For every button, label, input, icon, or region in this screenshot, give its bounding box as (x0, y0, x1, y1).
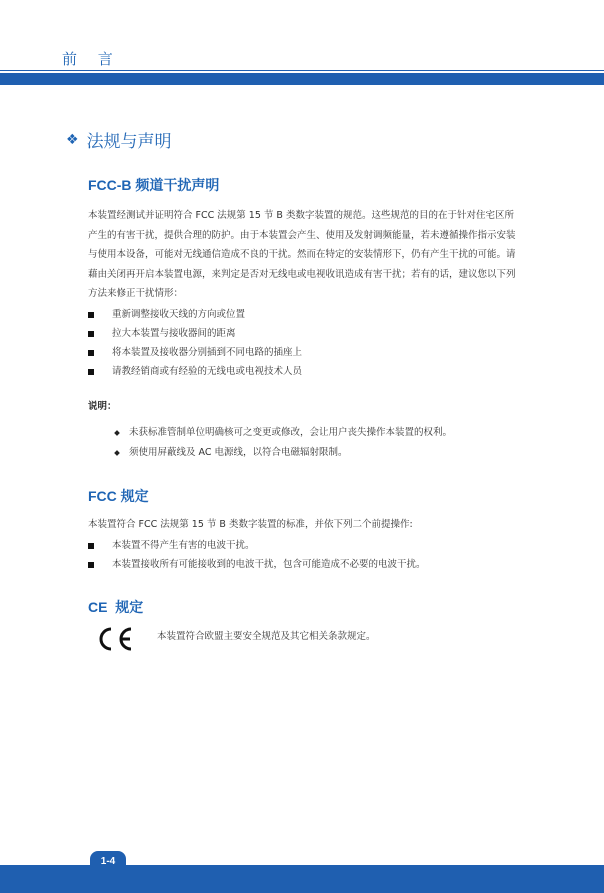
list-item-text: 请教经销商或有经验的无线电或电视技术人员 (112, 366, 303, 377)
fcc-heading: FCC 规定 (88, 488, 149, 504)
list-item (88, 536, 426, 555)
section-title-text: 法规与声明 (86, 132, 172, 152)
list-item (88, 305, 302, 324)
fcc-b-heading: FCC-B 频道干扰声明 (88, 177, 220, 193)
list-item (88, 343, 302, 362)
list-item-text: 本装置不得产生有害的电波干扰。 (112, 540, 255, 551)
list-item-text: 须使用屏蔽线及 AC 电源线，以符合电磁辐射限制。 (129, 447, 348, 458)
diamond-bullet-icon (114, 450, 120, 456)
square-bullet-icon (88, 369, 94, 375)
list-item (88, 555, 426, 574)
list-item (88, 324, 302, 343)
ce-heading: CE 规定 (88, 599, 144, 615)
fcc-b-bullet-list (88, 305, 302, 381)
list-item (115, 443, 452, 463)
square-bullet-icon (88, 331, 94, 337)
list-item-text: 重新调整接收天线的方向或位置 (112, 309, 246, 320)
fcc-bullet-list (88, 536, 426, 574)
list-item-text: 本装置接收所有可能接收到的电波干扰，包含可能造成不必要的电波干扰。 (112, 559, 426, 570)
list-item (88, 362, 302, 381)
ce-mark-logo (94, 626, 134, 652)
list-item-text: 拉大本装置与接收器间的距离 (112, 328, 236, 339)
fcc-paragraph: 本装置符合 FCC 法规第 15 节 B 类数字装置的标准，并依下列二个前提操作: (88, 519, 413, 530)
square-bullet-icon (88, 350, 94, 356)
square-bullet-icon (88, 312, 94, 318)
note-label: 说明： (88, 401, 117, 412)
ce-statement: 本装置符合欧盟主要安全规范及其它相关条款规定。 (157, 631, 376, 642)
page-number: 1-4 (100, 856, 116, 867)
diamond-bullet-icon (114, 430, 120, 436)
note-list (115, 423, 452, 463)
square-bullet-icon (88, 543, 94, 549)
diamond-icon: ❖ (66, 131, 79, 148)
list-item-text: 将本装置及接收器分别插到不同电路的插座上 (112, 347, 303, 358)
chapter-title: 前 言 (62, 50, 121, 68)
header-bar (0, 73, 604, 85)
square-bullet-icon (88, 562, 94, 568)
fcc-b-paragraph: 本装置经测试并证明符合 FCC 法规第 15 节 B 类数字装置的规范。这些规范的目的在于针对住宅区所产生的有害干扰，提供合理的防护。由于本装置会产生、使用及发射调频能量，若未遵循操作指示安装与使用本设备，可能对无线通信造成不良的干扰。然而在特定的安装情形下，仍有产生干扰的可能。请藉由关闭再开启本装置电源，来判定是否对无线电或电视收讯造成有害干扰；若有的话，建议您以下列方法来修正干扰情形： (88, 210, 516, 299)
section-title (66, 127, 172, 152)
list-item-text: 未获标准管制单位明确核可之变更或修改，会让用户丧失操作本装置的权利。 (129, 427, 453, 438)
list-item (115, 423, 452, 443)
